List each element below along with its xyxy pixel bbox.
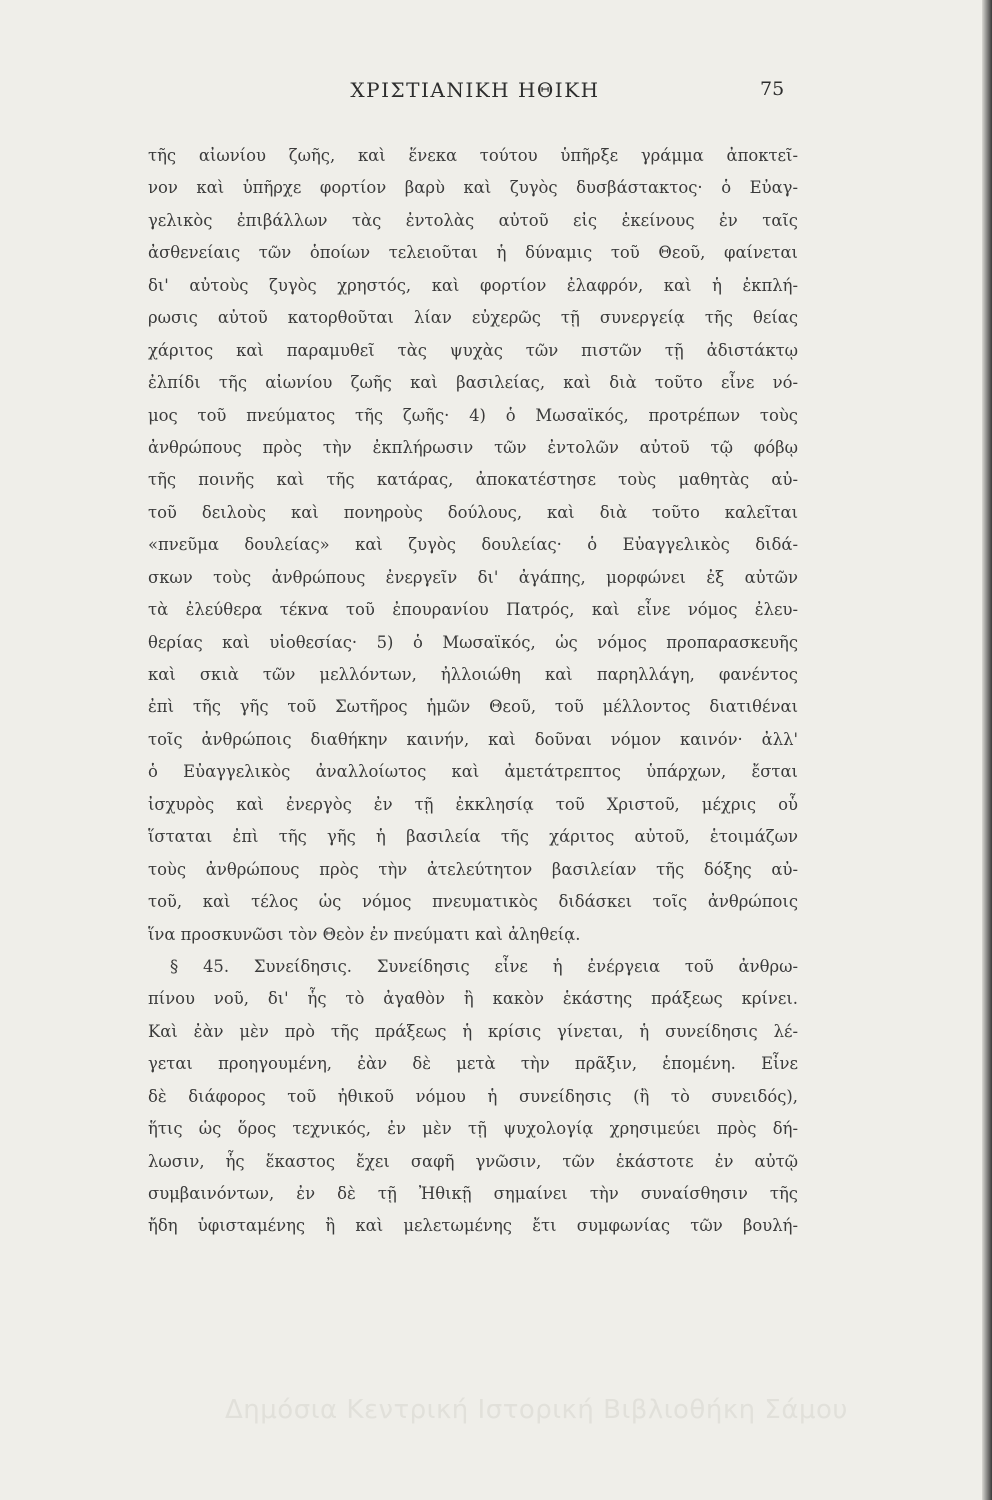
page-number: 75 [760, 78, 785, 100]
text-line: γεται προηγουμένη, ἐὰν δὲ μετὰ τὴν πρᾶξιν, ἑπομένη. Εἶνε [148, 1054, 798, 1074]
text-line: ἤδη ὑφισταμένης ἢ καὶ μελετωμένης ἔτι συμφωνίας τῶν βουλή- [148, 1216, 798, 1236]
text-line: τοὺς ἀνθρώπους πρὸς τὴν ἀτελεύτητον βασιλείαν τῆς δόξης αὐ- [148, 859, 798, 879]
text-line: τοῦ, καὶ τέλος ὡς νόμος πνευματικὸς διδάσκει τοῖς ἀνθρώποις [148, 892, 798, 912]
text-line: θερίας καὶ υἱοθεσίας· 5) ὁ Μωσαϊκός, ὡς νόμος προπαρασκευῆς [148, 632, 798, 652]
text-line: τῆς ποινῆς καὶ τῆς κατάρας, ἀποκατέστησε τοὺς μαθητὰς αὐ- [148, 470, 798, 490]
text-line: ρωσις αὐτοῦ κατορθοῦται λίαν εὐχερῶς τῇ συνεργείᾳ τῆς θείας [148, 308, 798, 328]
text-line: τοῦ δειλοὺς καὶ πονηροὺς δούλους, καὶ διὰ τοῦτο καλεῖται [148, 502, 798, 522]
text-line: ἵσταται ἐπὶ τῆς γῆς ἡ βασιλεία τῆς χάριτος αὐτοῦ, ἑτοιμάζων [148, 827, 798, 847]
library-watermark: Δημόσια Κεντρική Ιστορική Βιβλιοθήκη Σάμου [225, 1395, 848, 1425]
text-line: δὲ διάφορος τοῦ ἠθικοῦ νόμου ἡ συνείδησις (ἢ τὸ συνειδός), [148, 1086, 798, 1106]
text-line: χάριτος καὶ παραμυθεῖ τὰς ψυχὰς τῶν πιστῶν τῇ ἀδιστάκτῳ [148, 340, 798, 360]
text-line: ὁ Εὐαγγελικὸς ἀναλλοίωτος καὶ ἀμετάτρεπτος ὑπάρχων, ἔσται [148, 762, 798, 782]
text-line: γελικὸς ἐπιβάλλων τὰς ἐντολὰς αὐτοῦ εἰς ἐκείνους ἐν ταῖς [148, 210, 798, 230]
text-line: σκων τοὺς ἀνθρώπους ἐνεργεῖν δι' ἀγάπης, μορφώνει ἐξ αὐτῶν [148, 567, 798, 587]
text-line: ἥτις ὡς ὅρος τεχνικός, ἐν μὲν τῇ ψυχολογίᾳ χρησιμεύει πρὸς δή- [148, 1119, 798, 1139]
text-line: ἀσθενείαις τῶν ὁποίων τελειοῦται ἡ δύναμις τοῦ Θεοῦ, φαίνεται [148, 243, 798, 263]
text-line: ἐλπίδι τῆς αἰωνίου ζωῆς καὶ βασιλείας, καὶ διὰ τοῦτο εἶνε νό- [148, 373, 798, 393]
text-line: ἰσχυρὸς καὶ ἐνεργὸς ἐν τῇ ἐκκλησίᾳ τοῦ Χριστοῦ, μέχρις οὗ [148, 794, 798, 814]
text-line: τὰ ἐλεύθερα τέκνα τοῦ ἐπουρανίου Πατρός, καὶ εἶνε νόμος ἐλευ- [148, 600, 798, 620]
text-line: Καὶ ἐὰν μὲν πρὸ τῆς πράξεως ἡ κρίσις γίνεται, ἡ συνείδησις λέ- [148, 1021, 798, 1041]
text-line: δι' αὐτοὺς ζυγὸς χρηστός, καὶ φορτίον ἐλαφρόν, καὶ ἡ ἐκπλή- [148, 275, 798, 295]
page-binding-edge [982, 0, 992, 1500]
text-line: «πνεῦμα δουλείας» καὶ ζυγὸς δουλείας· ὁ Εὐαγγελικὸς διδά- [148, 535, 798, 555]
text-line: συμβαινόντων, ἐν δὲ τῇ Ἠθικῇ σημαίνει τὴν συναίσθησιν τῆς [148, 1184, 798, 1203]
section-heading-line: § 45. Συνείδησις. Συνείδησις εἶνε ἡ ἐνέργεια τοῦ ἀνθρω- [170, 956, 798, 976]
text-line: λωσιν, ἧς ἕκαστος ἔχει σαφῆ γνῶσιν, τῶν ἑκάστοτε ἐν αὐτῷ [148, 1151, 798, 1171]
page-header [150, 78, 800, 108]
text-line: ἵνα προσκυνῶσι τὸν Θεὸν ἐν πνεύματι καὶ ἀληθείᾳ. [148, 924, 581, 944]
text-line: νον καὶ ὑπῆρχε φορτίον βαρὺ καὶ ζυγὸς δυσβάστακτος· ὁ Εὐαγ- [148, 178, 798, 198]
text-line: ἐπὶ τῆς γῆς τοῦ Σωτῆρος ἡμῶν Θεοῦ, τοῦ μέλλοντος διατιθέναι [148, 697, 798, 717]
text-line: ἀνθρώπους πρὸς τὴν ἐκπλήρωσιν τῶν ἐντολῶν αὐτοῦ τῷ φόβῳ [148, 437, 798, 457]
text-line: πίνου νοῦ, δι' ἧς τὸ ἀγαθὸν ἢ κακὸν ἑκάστης πράξεως κρίνει. [148, 989, 798, 1009]
text-line: μος τοῦ πνεύματος τῆς ζωῆς· 4) ὁ Μωσαϊκός, προτρέπων τοὺς [148, 405, 798, 425]
text-line: καὶ σκιὰ τῶν μελλόντων, ἠλλοιώθη καὶ παρηλλάγη, φανέντος [148, 665, 798, 684]
text-line: τοῖς ἀνθρώποις διαθήκην καινήν, καὶ δοῦναι νόμον καινόν· ἀλλ' [148, 729, 798, 749]
body-text [148, 140, 798, 1243]
running-title: ΧΡΙΣΤΙΑΝΙΚΗ ΗΘΙΚΗ [350, 78, 600, 102]
text-line: τῆς αἰωνίου ζωῆς, καὶ ἕνεκα τούτου ὑπῆρξε γράμμα ἀποκτεῖ- [148, 146, 798, 165]
